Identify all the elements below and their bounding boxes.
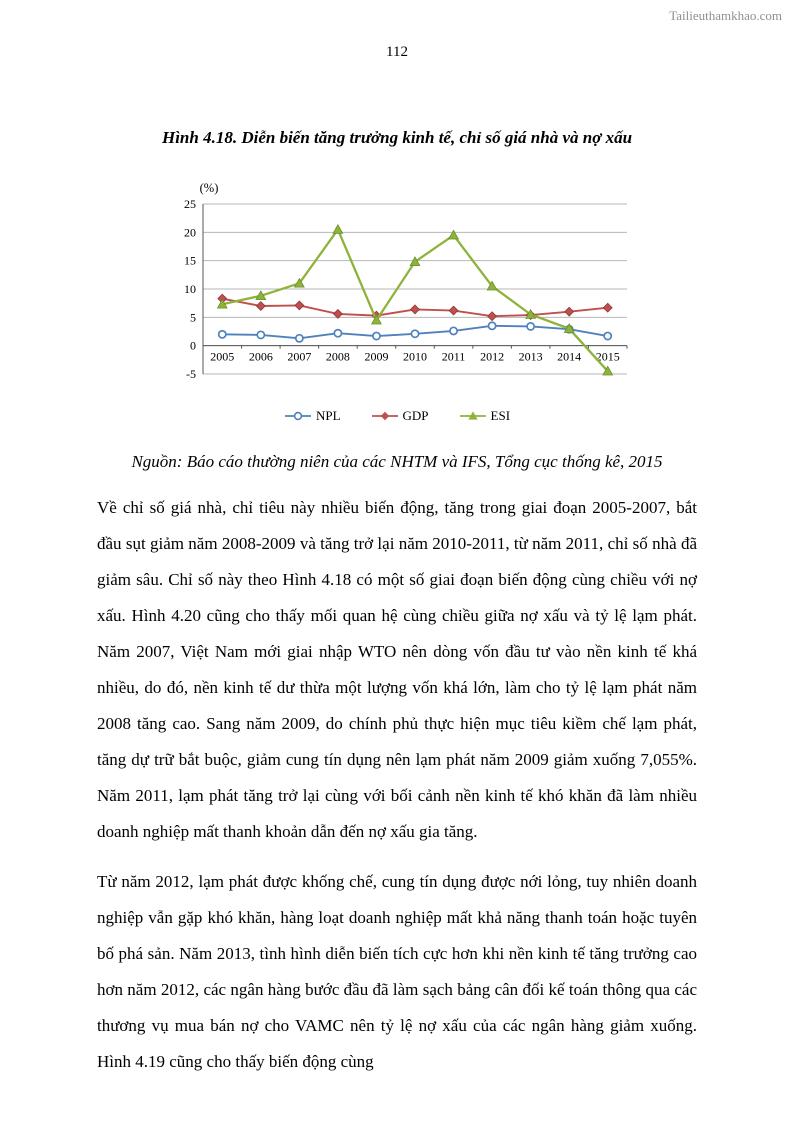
legend-marker-gdp-icon <box>371 410 399 422</box>
svg-text:2008: 2008 <box>325 349 350 364</box>
svg-text:2011: 2011 <box>441 349 466 364</box>
legend-item-esi <box>459 408 511 424</box>
legend-marker-esi-icon <box>459 410 487 422</box>
svg-text:2007: 2007 <box>287 349 312 364</box>
figure-title: Hình 4.18. Diễn biến tăng trưởng kinh tế, chỉ số giá nhà và nợ xấu <box>161 128 633 147</box>
chart-legend <box>147 408 647 424</box>
svg-text:2012: 2012 <box>480 349 505 364</box>
svg-text:0: 0 <box>190 338 196 353</box>
svg-text:(%): (%) <box>199 181 219 195</box>
svg-text:-5: -5 <box>186 367 196 381</box>
legend-item-gdp <box>371 408 429 424</box>
legend-label: NPL <box>315 408 341 423</box>
figure-chart <box>147 174 647 424</box>
svg-text:2005: 2005 <box>210 349 235 364</box>
svg-text:10: 10 <box>184 282 196 296</box>
legend-label: ESI <box>490 408 511 423</box>
page-number: 112 <box>386 44 408 60</box>
paragraph: Từ năm 2012, lạm phát được khống chế, cung tín dụng được nới lỏng, tuy nhiên doanh nghiệp vẫn gặp khó khăn, hàng loạt doanh nghiệp mất khả năng thanh toán hoặc tuyên bố phá sản. Năm 2013, tình hình diễn biến tích cực hơn khi nền kinh tế tăng trưởng cao hơn năm 2012, các ngân hàng bước đầu đã làm sạch bảng cân đối kế toán thông qua các thương vụ mua bán nợ cho VAMC nên tỷ lệ nợ xấu của các ngân hàng giảm xuống. Hình 4.19 cũng cho thấy biến động cùng <box>97 872 697 1072</box>
legend-label: GDP <box>402 408 429 423</box>
svg-text:15: 15 <box>184 253 196 268</box>
legend-item-npl <box>284 408 341 424</box>
svg-text:20: 20 <box>184 225 196 240</box>
svg-text:2015: 2015 <box>595 349 620 364</box>
body-text <box>97 490 697 1081</box>
watermark: Tailieuthamkhao.com <box>669 8 782 23</box>
svg-text:2009: 2009 <box>364 349 389 364</box>
svg-text:2013: 2013 <box>518 349 543 364</box>
line-chart <box>147 174 647 400</box>
svg-text:5: 5 <box>190 310 196 325</box>
legend-marker-npl-icon <box>284 410 312 422</box>
svg-text:2014: 2014 <box>557 349 582 364</box>
svg-text:2006: 2006 <box>248 349 273 364</box>
paragraph: Về chỉ số giá nhà, chỉ tiêu này nhiều biến động, tăng trong giai đoạn 2005-2007, bắt đầu sụt giảm năm 2008-2009 và tăng trở lại năm 2010-2011, từ năm 2011, chỉ số nhà đã giảm sâu. Chỉ số này theo Hình 4.18 có một số giai đoạn biến động cùng chiều với nợ xấu. Hình 4.20 cũng cho thấy mối quan hệ cùng chiều giữa nợ xấu và tỷ lệ lạm phát. Năm 2007, Việt Nam mới giai nhập WTO nên dòng vốn đầu tư vào nền kinh tế khá nhiều, do đó, nền kinh tế dư thừa một lượng vốn khá lớn, làm cho tỷ lệ lạm phát năm 2008 tăng cao. Sang năm 2009, do chính phủ thực hiện mục tiêu kiềm chế lạm phát, tăng dự trữ bắt buộc, giảm cung tín dụng nên lạm phát năm 2009 giảm xuống 7,055%. Năm 2011, lạm phát tăng trở lại cùng với bối cảnh nền kinh tế khó khăn đã làm nhiều doanh nghiệp mất thanh khoản dẫn đến nợ xấu gia tăng. <box>97 498 697 842</box>
svg-text:25: 25 <box>184 197 196 211</box>
figure-source: Nguồn: Báo cáo thường niên của các NHTM và IFS, Tổng cục thống kê, 2015 <box>131 452 663 471</box>
svg-text:2010: 2010 <box>403 349 427 364</box>
